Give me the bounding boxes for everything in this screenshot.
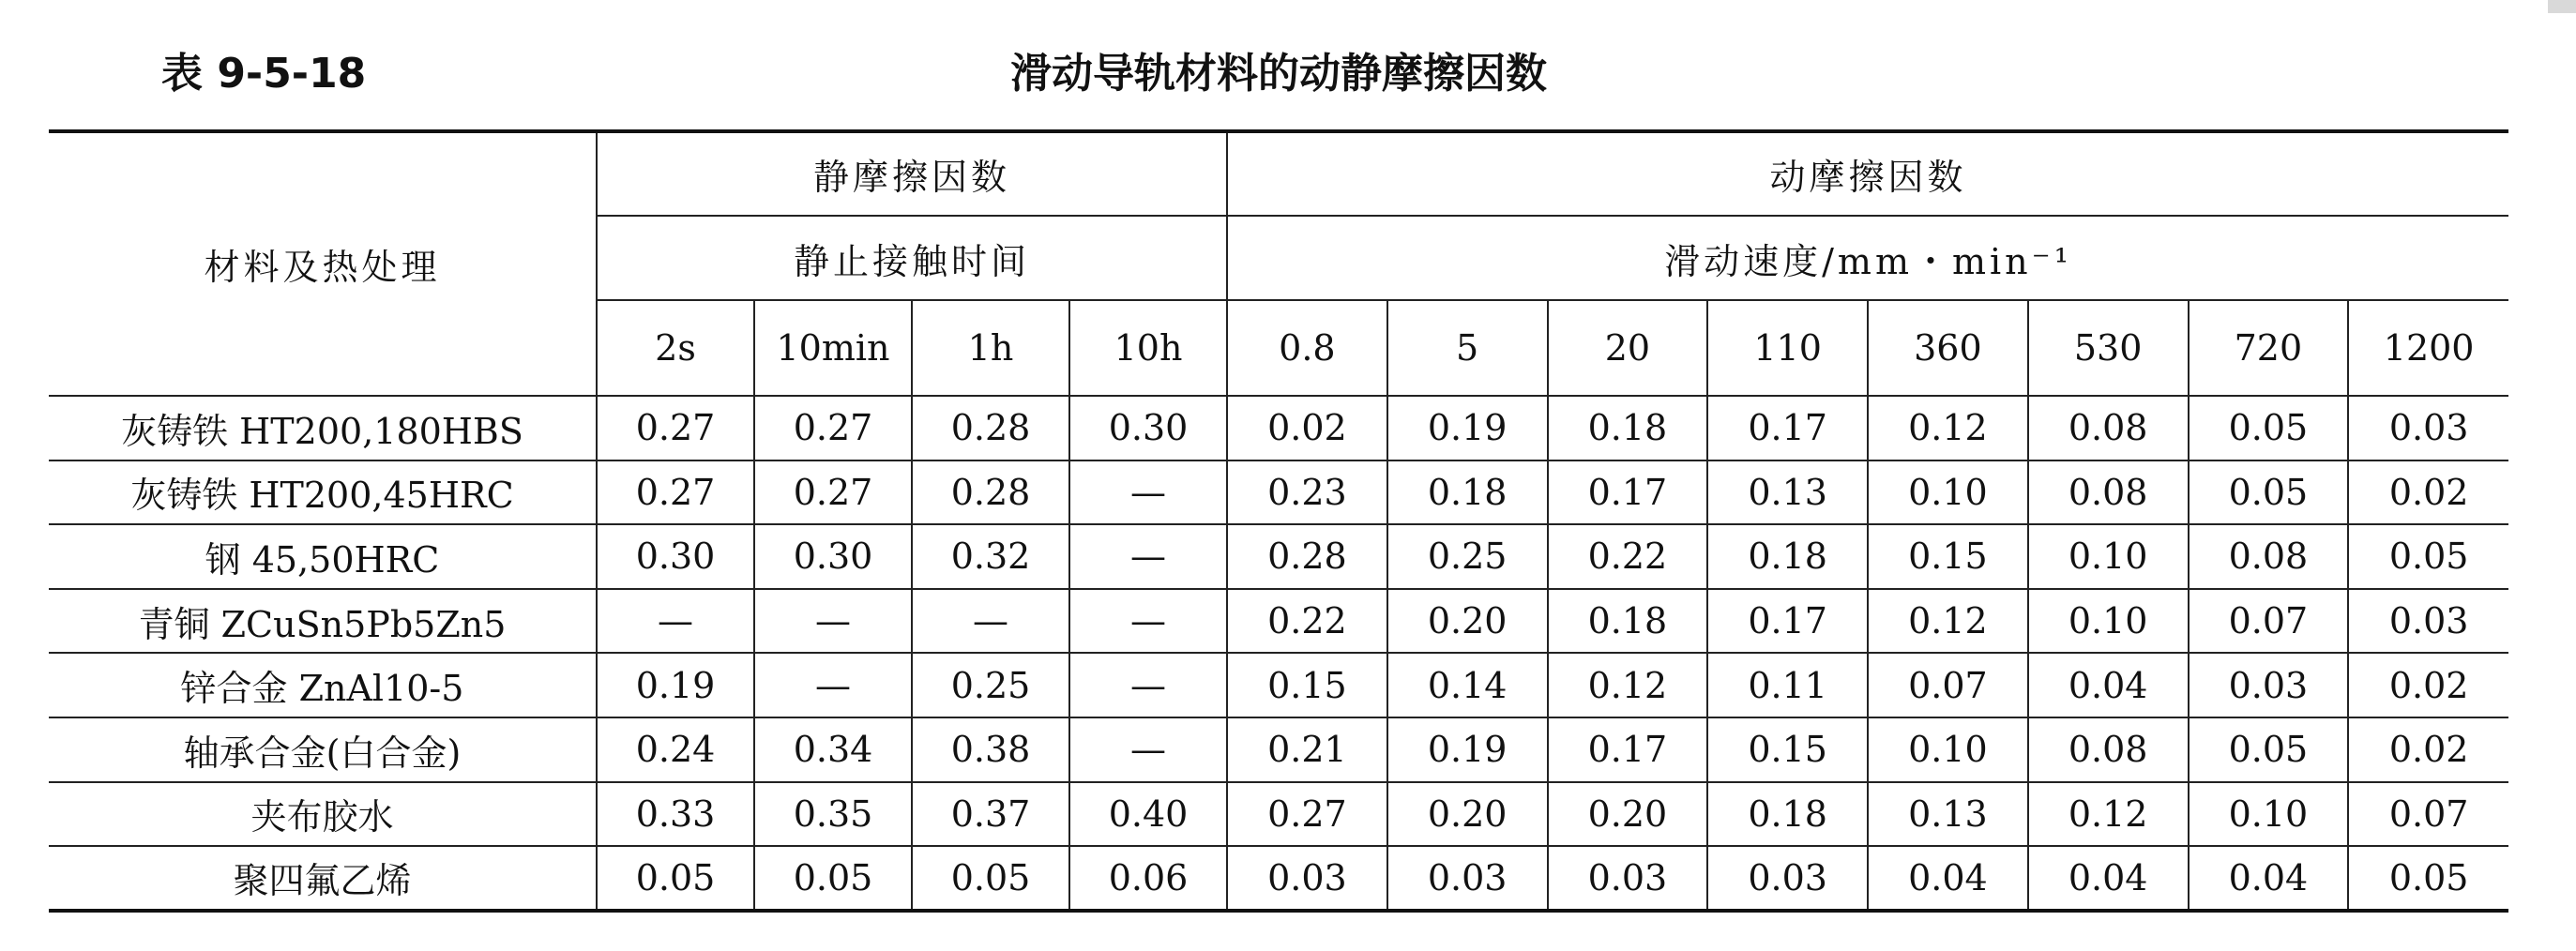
static-friction-cell: 0.05 xyxy=(754,846,912,911)
sliding-speed-column: 0.8 xyxy=(1227,300,1387,396)
table-row xyxy=(49,524,2508,589)
static-friction-cell: — xyxy=(754,653,912,717)
dynamic-friction-cell: 0.22 xyxy=(1548,524,1708,589)
dynamic-friction-cell: 0.17 xyxy=(1548,717,1708,782)
dynamic-friction-cell: 0.08 xyxy=(2189,524,2349,589)
dynamic-friction-cell: 0.03 xyxy=(2348,396,2508,460)
dynamic-friction-cell: 0.18 xyxy=(1548,396,1708,460)
material-cell: 锌合金 ZnAl10-5 xyxy=(49,653,597,717)
dynamic-friction-cell: 0.07 xyxy=(1868,653,2028,717)
static-friction-cell: 0.34 xyxy=(754,717,912,782)
table-row xyxy=(49,782,2508,847)
dynamic-friction-cell: 0.04 xyxy=(2189,846,2349,911)
dynamic-friction-cell: 0.03 xyxy=(1548,846,1708,911)
static-friction-cell: 0.25 xyxy=(912,653,1069,717)
static-friction-cell: — xyxy=(597,589,754,654)
dynamic-friction-cell: 0.18 xyxy=(1707,524,1868,589)
static-friction-header: 静摩擦因数 xyxy=(597,131,1227,216)
table-row xyxy=(49,846,2508,911)
dynamic-friction-cell: 0.19 xyxy=(1387,717,1548,782)
friction-table xyxy=(49,129,2508,913)
static-friction-cell: — xyxy=(1069,717,1227,782)
dynamic-friction-cell: 0.15 xyxy=(1868,524,2028,589)
static-friction-cell: — xyxy=(1069,460,1227,525)
dynamic-friction-cell: 0.17 xyxy=(1707,396,1868,460)
contact-time-header: 静止接触时间 xyxy=(597,216,1227,300)
table-number: 表 9-5-18 xyxy=(161,50,367,98)
material-cell: 轴承合金(白合金) xyxy=(49,717,597,782)
page-corner-mark xyxy=(2548,0,2576,13)
table-caption xyxy=(49,41,2508,107)
static-friction-cell: — xyxy=(1069,524,1227,589)
dynamic-friction-cell: 0.07 xyxy=(2348,782,2508,847)
contact-time-column: 1h xyxy=(912,300,1069,396)
table-row xyxy=(49,396,2508,460)
contact-time-column: 2s xyxy=(597,300,754,396)
dynamic-friction-cell: 0.12 xyxy=(1548,653,1708,717)
static-friction-cell: 0.05 xyxy=(912,846,1069,911)
static-friction-cell: 0.40 xyxy=(1069,782,1227,847)
dynamic-friction-cell: 0.07 xyxy=(2189,589,2349,654)
table-title: 滑动导轨材料的动静摩擦因数 xyxy=(1010,50,1547,98)
dynamic-friction-cell: 0.03 xyxy=(2189,653,2349,717)
dynamic-friction-cell: 0.02 xyxy=(2348,460,2508,525)
sliding-speed-column: 20 xyxy=(1548,300,1708,396)
material-header: 材料及热处理 xyxy=(49,131,597,396)
static-friction-cell: 0.27 xyxy=(754,460,912,525)
dynamic-friction-cell: 0.10 xyxy=(1868,460,2028,525)
dynamic-friction-cell: 0.20 xyxy=(1387,589,1548,654)
dynamic-friction-cell: 0.12 xyxy=(2028,782,2189,847)
dynamic-friction-cell: 0.04 xyxy=(1868,846,2028,911)
static-friction-cell: 0.30 xyxy=(597,524,754,589)
dynamic-friction-cell: 0.13 xyxy=(1707,460,1868,525)
dynamic-friction-cell: 0.10 xyxy=(1868,717,2028,782)
material-cell: 青铜 ZCuSn5Pb5Zn5 xyxy=(49,589,597,654)
static-friction-cell: 0.37 xyxy=(912,782,1069,847)
table-row xyxy=(49,460,2508,525)
dynamic-friction-cell: 0.14 xyxy=(1387,653,1548,717)
dynamic-friction-cell: 0.13 xyxy=(1868,782,2028,847)
static-friction-cell: 0.06 xyxy=(1069,846,1227,911)
dynamic-friction-cell: 0.04 xyxy=(2028,846,2189,911)
contact-time-column: 10min xyxy=(754,300,912,396)
static-friction-cell: — xyxy=(1069,589,1227,654)
table-row xyxy=(49,589,2508,654)
material-cell: 灰铸铁 HT200,45HRC xyxy=(49,460,597,525)
contact-time-column: 10h xyxy=(1069,300,1227,396)
sliding-speed-header: 滑动速度/mm・min⁻¹ xyxy=(1227,216,2508,300)
static-friction-cell: 0.38 xyxy=(912,717,1069,782)
dynamic-friction-cell: 0.28 xyxy=(1227,524,1387,589)
static-friction-cell: — xyxy=(754,589,912,654)
sliding-speed-column: 720 xyxy=(2189,300,2349,396)
sliding-speed-column: 1200 xyxy=(2348,300,2508,396)
static-friction-cell: 0.27 xyxy=(754,396,912,460)
dynamic-friction-cell: 0.02 xyxy=(1227,396,1387,460)
dynamic-friction-cell: 0.10 xyxy=(2028,524,2189,589)
dynamic-friction-cell: 0.25 xyxy=(1387,524,1548,589)
sliding-speed-column: 530 xyxy=(2028,300,2189,396)
dynamic-friction-cell: 0.12 xyxy=(1868,396,2028,460)
dynamic-friction-cell: 0.21 xyxy=(1227,717,1387,782)
static-friction-cell: 0.27 xyxy=(597,460,754,525)
static-friction-cell: 0.35 xyxy=(754,782,912,847)
dynamic-friction-cell: 0.27 xyxy=(1227,782,1387,847)
dynamic-friction-header: 动摩擦因数 xyxy=(1227,131,2508,216)
static-friction-cell: 0.30 xyxy=(754,524,912,589)
dynamic-friction-cell: 0.12 xyxy=(1868,589,2028,654)
dynamic-friction-cell: 0.15 xyxy=(1707,717,1868,782)
dynamic-friction-cell: 0.20 xyxy=(1387,782,1548,847)
sliding-speed-column: 360 xyxy=(1868,300,2028,396)
dynamic-friction-cell: 0.23 xyxy=(1227,460,1387,525)
table-row xyxy=(49,653,2508,717)
dynamic-friction-cell: 0.08 xyxy=(2028,396,2189,460)
dynamic-friction-cell: 0.18 xyxy=(1707,782,1868,847)
dynamic-friction-cell: 0.03 xyxy=(1707,846,1868,911)
table-row xyxy=(49,717,2508,782)
static-friction-cell: 0.19 xyxy=(597,653,754,717)
static-friction-cell: 0.32 xyxy=(912,524,1069,589)
static-friction-cell: — xyxy=(912,589,1069,654)
table-header xyxy=(49,131,2508,396)
dynamic-friction-cell: 0.10 xyxy=(2189,782,2349,847)
static-friction-cell: 0.05 xyxy=(597,846,754,911)
dynamic-friction-cell: 0.17 xyxy=(1548,460,1708,525)
dynamic-friction-cell: 0.05 xyxy=(2189,396,2349,460)
static-friction-cell: 0.30 xyxy=(1069,396,1227,460)
dynamic-friction-cell: 0.05 xyxy=(2189,460,2349,525)
static-friction-cell: 0.28 xyxy=(912,396,1069,460)
static-friction-cell: — xyxy=(1069,653,1227,717)
dynamic-friction-cell: 0.11 xyxy=(1707,653,1868,717)
static-friction-cell: 0.24 xyxy=(597,717,754,782)
dynamic-friction-cell: 0.08 xyxy=(2028,717,2189,782)
dynamic-friction-cell: 0.05 xyxy=(2348,846,2508,911)
dynamic-friction-cell: 0.18 xyxy=(1387,460,1548,525)
static-friction-cell: 0.27 xyxy=(597,396,754,460)
dynamic-friction-cell: 0.04 xyxy=(2028,653,2189,717)
dynamic-friction-cell: 0.15 xyxy=(1227,653,1387,717)
dynamic-friction-cell: 0.05 xyxy=(2189,717,2349,782)
dynamic-friction-cell: 0.03 xyxy=(1387,846,1548,911)
sliding-speed-column: 110 xyxy=(1707,300,1868,396)
dynamic-friction-cell: 0.05 xyxy=(2348,524,2508,589)
dynamic-friction-cell: 0.03 xyxy=(2348,589,2508,654)
material-cell: 夹布胶水 xyxy=(49,782,597,847)
dynamic-friction-cell: 0.18 xyxy=(1548,589,1708,654)
static-friction-cell: 0.28 xyxy=(912,460,1069,525)
sliding-speed-column: 5 xyxy=(1387,300,1548,396)
dynamic-friction-cell: 0.10 xyxy=(2028,589,2189,654)
dynamic-friction-cell: 0.08 xyxy=(2028,460,2189,525)
dynamic-friction-cell: 0.20 xyxy=(1548,782,1708,847)
dynamic-friction-cell: 0.19 xyxy=(1387,396,1548,460)
dynamic-friction-cell: 0.17 xyxy=(1707,589,1868,654)
material-cell: 聚四氟乙烯 xyxy=(49,846,597,911)
table-body xyxy=(49,396,2508,911)
material-cell: 钢 45,50HRC xyxy=(49,524,597,589)
static-friction-cell: 0.33 xyxy=(597,782,754,847)
dynamic-friction-cell: 0.22 xyxy=(1227,589,1387,654)
dynamic-friction-cell: 0.02 xyxy=(2348,653,2508,717)
dynamic-friction-cell: 0.03 xyxy=(1227,846,1387,911)
dynamic-friction-cell: 0.02 xyxy=(2348,717,2508,782)
material-cell: 灰铸铁 HT200,180HBS xyxy=(49,396,597,460)
